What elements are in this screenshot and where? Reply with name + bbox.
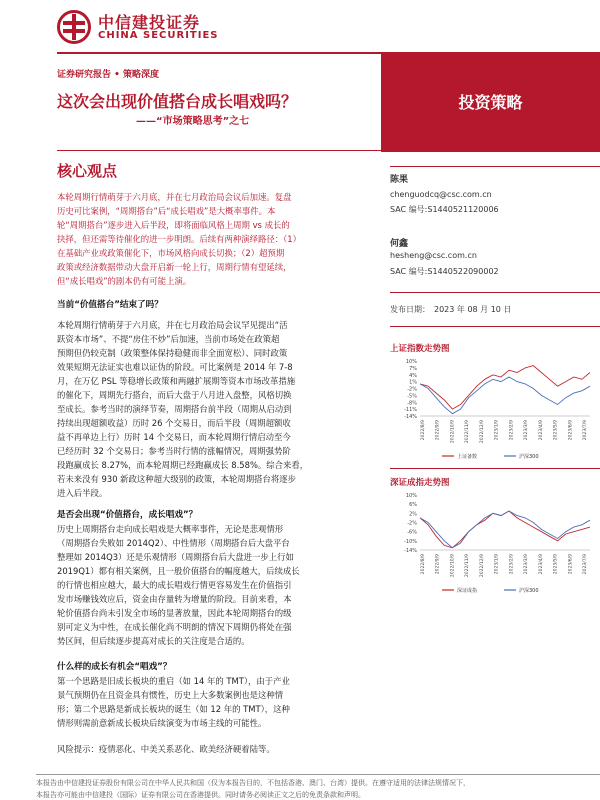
section-divider (57, 150, 381, 151)
y-tick-label: -14% (404, 414, 417, 420)
x-tick-label: 2022/12/9 (479, 420, 485, 444)
y-tick-label: 1% (409, 379, 417, 386)
section-body: 历史上周期搭台走向成长唱戏是大概率事件，无论是悲观情形 （周期搭台失败如 2014Q2）、中性情形（周期搭台后大盘平台 整理如 2014Q3）还是乐观情形（周期搭台后大盘进一步上行如 2019Q1）都有相关案例，且一般价值搭台的幅度越大，后续成长 的行情也相应越大，最大的成长唱戏行情更容易发生在价值指引 发市场赚钱效应后，资金由存量转为增量的阶段。目前来看，本 轮价值搭台尚未引发全市场的显著放量，因此本轮周期搭台的级 别可定义为中性，在成长催化尚不明朗的情况下周期仍将处在强 势区间，但后续逐步提高对成长的关注度是合适的。 (57, 524, 300, 646)
category-label: 投资策略 (458, 93, 523, 112)
y-tick-label: -11% (404, 407, 417, 414)
x-tick-label: 2022/8/9 (421, 420, 426, 441)
analyst-sac: SAC 编号:S1440522090002 (390, 267, 499, 276)
footer-divider (36, 774, 600, 775)
footer-disclaimer: 本报告由中信建投证券股份有限公司在中华人民共和国（仅为本报告目的，不包括香港、澳门、台湾）提供。在遵守适用的法律法规情况下， (36, 779, 470, 787)
chart-divider (390, 326, 600, 327)
x-tick-label: 2022/9/9 (435, 420, 441, 441)
x-tick-label: 2023/1/9 (494, 554, 500, 575)
y-tick-label: -2% (407, 520, 417, 527)
x-tick-label: 2023/5/9 (553, 420, 559, 441)
core-heading: 核心观点 (57, 162, 118, 180)
page-title: 这次会出现价值搭台成长唱戏吗？ (57, 92, 298, 111)
x-tick-label: 2023/6/9 (568, 554, 574, 575)
analyst-name: 陈果 (390, 175, 409, 185)
chart-title: 深证成指走势图 (390, 478, 450, 488)
y-tick-label: 10% (405, 359, 417, 365)
y-tick-label: -2% (407, 386, 417, 393)
series-line-1 (420, 366, 590, 410)
x-tick-label: 2023/1/9 (494, 420, 500, 441)
section-heading: 当前“价值搭台”结束了吗？ (57, 300, 163, 310)
core-summary: 本轮周期行情萌芽于六月底，并在七月政治局会议后加速。复盘 历史可比案例，“周期搭台”后“成长唱戏”是大概率事件。本 轮“周期搭台”逐步进入后半段，即将面临风格上周期 vs 成长的 抉择，但还需等待催化的进一步明朗。后续有两种演绎路径：（1） 在基础产业或政策催化下，市场风格向成长切换；（2）超预期 政策或经济数据带动大盘开启新一轮上行，周期行情有望延续， 但“成长唱戏”的剧本仍有可能上演。 (57, 192, 302, 286)
brand-name-en: CHINA SECURITIES (98, 30, 219, 41)
legend-label: 沪深300 (519, 588, 539, 594)
y-tick-label: 2% (409, 511, 417, 518)
y-tick-label: -5% (407, 393, 417, 400)
breadcrumb: 证券研究报告 • 策略深度 (57, 70, 160, 80)
legend-label: 沪深300 (519, 454, 539, 460)
x-tick-label: 2023/6/9 (568, 420, 574, 441)
x-tick-label: 2022/8/9 (421, 554, 426, 575)
x-tick-label: 2023/2/9 (509, 554, 515, 575)
chart-shanghai (390, 356, 600, 466)
x-tick-label: 2023/5/9 (553, 554, 559, 575)
section-heading: 什么样的成长有机会“唱戏”？ (57, 662, 172, 672)
chart-shenzhen (390, 490, 600, 600)
date-divider (390, 292, 600, 293)
x-tick-label: 2023/2/9 (509, 420, 515, 441)
analyst-email[interactable]: chenguodcq@csc.com.cn (390, 190, 492, 199)
publish-date: 发布日期： 2023 年 08 月 10 日 (390, 305, 512, 314)
brand-logo-icon (57, 10, 91, 44)
y-tick-label: 7% (409, 365, 417, 372)
x-tick-label: 2022/12/9 (479, 554, 485, 578)
x-tick-label: 2023/7/9 (583, 554, 588, 575)
analyst-email[interactable]: hesheng@csc.com.cn (390, 251, 477, 260)
section-body: 本轮周期行情萌芽于六月底，并在七月政治局会议罕见提出“活 跃资本市场”、不提“房住不炒”后加速，当前市场处在政策超 预期但仍较克制（政策整体保持稳健而非全面宽松）、同时政策 效果短期无法证实也难以证伪的阶段。可比案例是 2014 年 7-8 月，在万亿 PSL 等稳增长政策和两融扩展期等资本市场改革措施 的催化下，周期先行搭台，而后大盘于八月进入盘整，风格切换 至成长。参考当时的演绎节奏，周期搭台前半段（周期从启动到 持续出现超额收益）历时 26 个交易日，而后半段（周期超额收 益不再单边上行）历时 14 个交易日，而本轮周期行情启动至今 已经历时 32 个交易日；参考当时行情的涨幅情况，周期强势阶 段跑赢成长 8.27%，而本轮周期已经跑赢成长 8.58%。综合来看， 若未来没有 930 新政这种超大级别的政策，本轮周期搭台将逐步 进入后半段。 (57, 320, 309, 498)
section-body: 第一个思路是旧成长板块的重启（如 14 年的 TMT），由于产业 景气预期仍在且资金具有惯性，历史上大多数案例也是这种情 形；第二个思路是新成长板块的诞生（如 12 年的 TMT），这种 情形则需前意新成长板块后续演变为市场主线的可能性。 (57, 676, 290, 728)
y-tick-label: 6% (409, 502, 417, 509)
x-tick-label: 2022/11/9 (465, 420, 471, 444)
section-heading: 是否会出现“价值搭台，成长唱戏”？ (57, 510, 198, 520)
footer-disclaimer: 本报告亦可能由中信建投（国际）证券有限公司在香港提供。同时请务必阅读正文之后的免责条款和声明。 (36, 791, 365, 799)
analyst-divider (390, 166, 600, 167)
y-tick-label: 10% (405, 493, 417, 499)
legend-label: 深证成指 (457, 588, 478, 594)
x-tick-label: 2022/10/9 (450, 420, 456, 444)
y-tick-label: -14% (404, 548, 417, 554)
x-tick-label: 2023/4/9 (538, 554, 544, 575)
y-tick-label: -10% (404, 538, 417, 545)
analyst-name: 何鑫 (390, 239, 409, 249)
y-tick-label: 4% (409, 372, 417, 379)
brand-name-cn: 中信建投证券 (98, 13, 201, 32)
x-tick-label: 2023/3/9 (524, 420, 530, 441)
x-tick-label: 2022/9/9 (435, 554, 441, 575)
risk-note: 风险提示：疫情恶化、中美关系恶化、欧美经济硬着陆等。 (57, 744, 275, 754)
x-tick-label: 2022/10/9 (450, 554, 456, 578)
legend-label: 上证备数 (457, 454, 478, 460)
series-line-2 (420, 511, 590, 548)
chart-divider (390, 468, 600, 469)
analyst-sac: SAC 编号:S1440521120006 (390, 205, 499, 214)
chart-title: 上证指数走势图 (390, 344, 450, 354)
x-tick-label: 2023/3/9 (524, 554, 530, 575)
x-tick-label: 2022/11/9 (465, 554, 471, 578)
y-tick-label: -8% (407, 400, 417, 407)
x-tick-label: 2023/7/9 (583, 420, 588, 441)
y-tick-label: -6% (407, 529, 417, 536)
x-tick-label: 2023/4/9 (538, 420, 544, 441)
page-subtitle: ——“市场策略思考”之七 (136, 116, 250, 127)
